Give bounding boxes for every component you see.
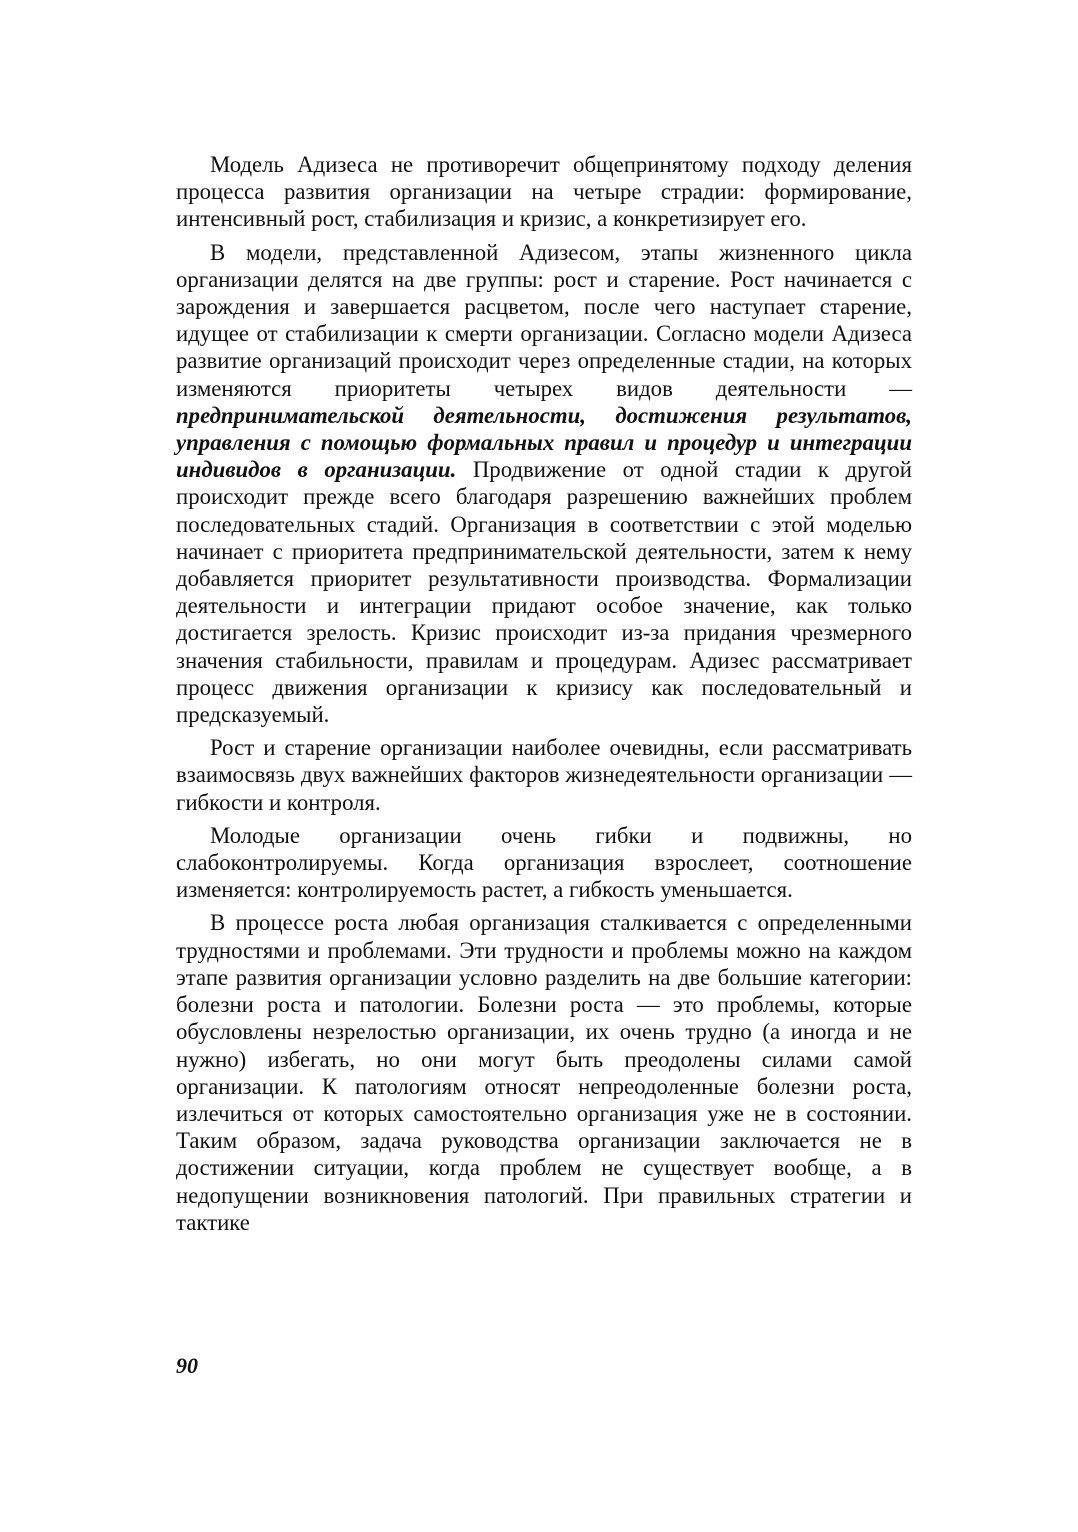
paragraph-3: Рост и старение организации наиболее очевидны, если рассматривать взаимосвязь двух важнейших факторов жизнедеятельности организации — гибкости и контроля. — [176, 735, 912, 815]
paragraph-2 — [176, 239, 912, 729]
body-text — [176, 151, 912, 1236]
paragraph-2-italic: предпринимательской деятельности, достижения результатов, управления с помощью формальных правил и процедур и интеграции индивидов в организации. — [176, 402, 912, 483]
page-number: 90 — [176, 1353, 198, 1378]
paragraph-5: В процессе роста любая организация сталкивается с определенными трудностями и проблемами. Эти трудности и проблемы можно на каждом этапе развития организации условно разделить на две большие категории: болезни роста и патологии. Болезни роста — это проблемы, которые обусловлены незрелостью организации, их очень трудно (а иногда и не нужно) избегать, но они могут быть преодолены силами самой организации. К патологиям относят непреодоленные болезни роста, излечиться от которых самостоятельно организация уже не в состоянии. Таким образом, задача руководства организации заключается не в достижении ситуации, когда проблем не существует вообще, а в недопущении возникновения патологий. При правильных стратегии и тактике — [176, 910, 912, 1235]
paragraph-2-end: Продвижение от одной стадии к другой происходит прежде всего благодаря разрешению важнейших проблем последовательных стадий. Организация в соответствии с этой моделью начинает с приоритета предпринимательской деятельности, затем к нему добавляется приоритет результативности производства. Формализации деятельности и интеграции придают особое значение, как только достигается зрелость. Кризис происходит из-за придания чрезмерного значения стабильности, правилам и процедурам. Адизес рассматривает процесс движения организации к кризису как последовательный и предсказуемый. — [176, 457, 912, 728]
paragraph-1: Модель Адизеса не противоречит общепринятому подходу деления процесса развития организации на четыре страдии: формирование, интенсивный рост, стабилизация и кризис, а конкретизирует его. — [176, 152, 912, 232]
paragraph-4: Молодые организации очень гибки и подвижны, но слабоконтролируемы. Когда организация взрослеет, соотношение изменяется: контролируемость растет, а гибкость уменьшается. — [176, 822, 912, 903]
paragraph-2-start: В модели, представленной Адизесом, этапы жизненного цикла организации делятся на две группы: рост и старение. Рост начинается с зарождения и завершается расцветом, после чего наступает старение, идущее от стабилизации к смерти организации. Согласно модели Адизеса развитие организаций происходит через определенные стадии, на которых изменяются приоритеты четырех видов деятельности — — [176, 239, 912, 401]
